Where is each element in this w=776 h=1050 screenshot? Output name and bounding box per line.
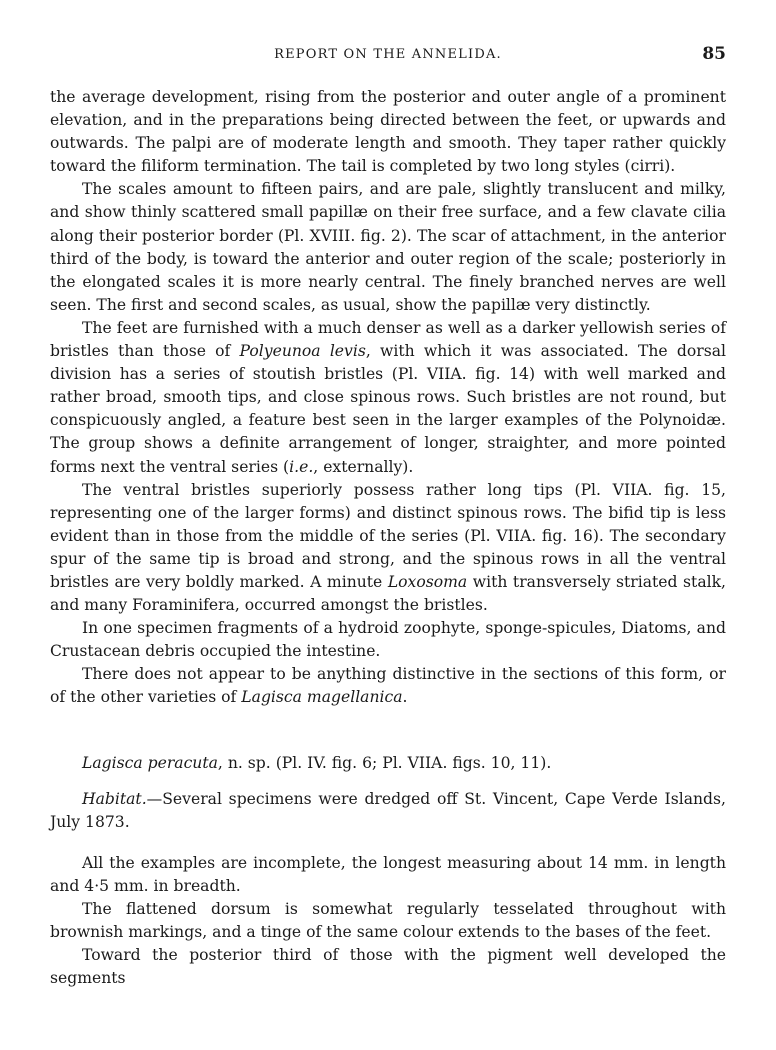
body-text [50, 86, 726, 990]
taxon-name: Lagisca magellanica [241, 688, 403, 707]
text-run: the average development, rising from the posterior and outer angle of a prominent elevation, and in the preparations being directed between the feet, or upwards and outwards. The palpi are of moderate length and smooth. They taper rather quickly toward the filiform termination. The tail is completed by two long styles (cirri). [50, 88, 726, 176]
italic-abbreviation: i.e. [289, 457, 314, 476]
text-run: The flattened dorsum is somewhat regularly tesselated throughout with brownish markings, and a tinge of the same colour extends to the bases of the feet. [50, 900, 726, 942]
species-heading [50, 752, 726, 775]
habitat-label: Habitat. [82, 789, 147, 808]
species-name: Lagisca peracuta [82, 753, 218, 772]
running-title: REPORT ON THE ANNELIDA. [274, 47, 502, 62]
text-run: In one specimen fragments of a hydroid zoophyte, sponge-spicules, Diatoms, and Crustacean debris occupied the intestine. [50, 619, 726, 661]
taxon-name: Loxosoma [387, 572, 468, 591]
text-run: All the examples are incomplete, the longest measuring about 14 mm. in length and 4·5 mm. in breadth. [50, 853, 726, 895]
page-number: 85 [702, 44, 726, 64]
text-run: . [402, 688, 408, 707]
paragraph [50, 86, 726, 178]
paragraph [50, 317, 726, 479]
paragraph [50, 852, 726, 898]
habitat-paragraph [50, 788, 726, 834]
text-run: , with which it was associated. The dorsal division has a series of stoutish bristles (Pl. VIIA. fig. 14) with well marked and rather broad, smooth tips, and close spinous rows. Such bristles are not round, but conspicuously angled, a feature best seen in the larger examples of the Polynoidæ. The group shows a definite arrangement of longer, straighter, and more pointed forms next the ventral series ( [50, 342, 726, 476]
habitat-text: —Several specimens were dredged off St. Vincent, Cape Verde Islands, July 1873. [50, 789, 726, 831]
paragraph [50, 479, 726, 618]
paragraph [50, 944, 726, 990]
paragraph [50, 663, 726, 709]
text-run: There does not appear to be anything distinctive in the sections of this form, or of the other varieties of [50, 665, 726, 707]
text-run: with transversely striated stalk, and many Foraminifera, occurred amongst the bristles. [50, 572, 727, 615]
text-run: The ventral bristles superiorly possess rather long tips (Pl. VIIA. fig. 15, representing one of the larger forms) and distinct spinous rows. The bifid tip is less evident than in those from the middle of the series (Pl. VIIA. fig. 16). The secondary spur of the same tip is broad and strong, and the spinous rows in all the ventral bristles are very boldly marked. A minute [50, 480, 726, 591]
paragraph [50, 617, 726, 663]
paragraph [50, 898, 726, 944]
running-head [50, 44, 726, 66]
text-run: Toward the posterior third of those with the pigment well developed the segments [50, 946, 726, 988]
text-run: The scales amount to fifteen pairs, and are pale, slightly translucent and milky, and show thinly scattered small papillæ on their free surface, and a few clavate cilia along their posterior border (Pl. XVIII. fig. 2). The scar of attachment, in the anterior third of the body, is toward the anterior and outer region of the scale; posteriorly in the elongated scales it is more nearly central. The finely branched nerves are well seen. The first and second scales, as usual, show the papillæ very distinctly. [50, 180, 726, 314]
taxon-name: Polyeunoa levis [239, 342, 366, 361]
text-run: , externally). [313, 457, 414, 476]
text-run: The feet are furnished with a much denser as well as a darker yellowish series of bristles than those of [50, 318, 726, 361]
species-citation: , n. sp. (Pl. IV. fig. 6; Pl. VIIA. figs. 10, 11). [217, 753, 552, 772]
paragraph [50, 178, 726, 317]
